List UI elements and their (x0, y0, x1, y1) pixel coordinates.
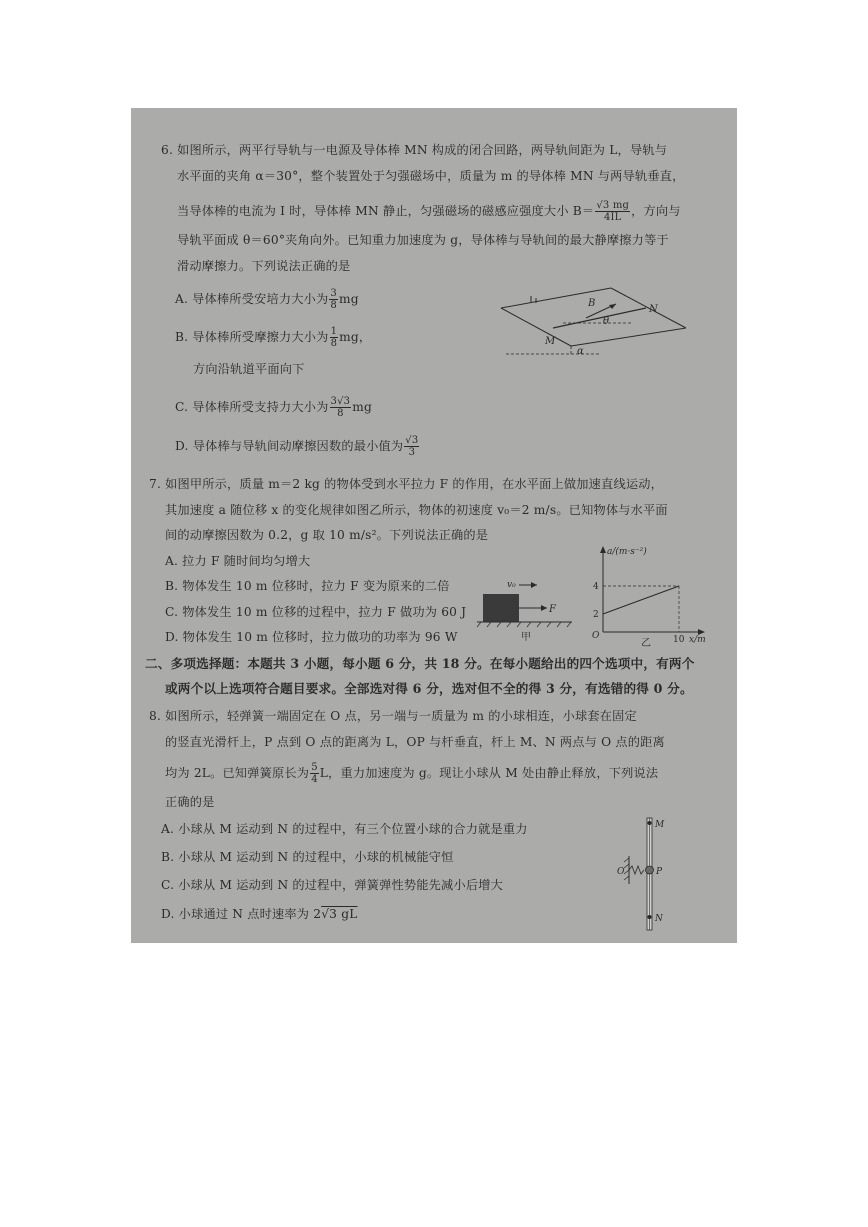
q6-line-3: 当导体棒的电流为 I 时，导体棒 MN 静止，匀强磁场的磁感应强度大小 B＝ $\frac{√3 mg}{4IL}$ ，方向与 (177, 200, 681, 223)
q6-line-2: 水平面的夹角 α＝30°，整个装置处于匀强磁场中，质量为 m 的导体棒 MN 与两导轨垂直， (177, 169, 685, 183)
q8-option-a: A. 小球从 M 运动到 N 的过程中，有三个位置小球的合力就是重力 (161, 822, 528, 836)
q8-line-2: 的竖直光滑杆上，P 点到 O 点的距离为 L，OP 与杆垂直，杆上 M、N 两点与 O 点的距离 (165, 735, 665, 749)
q6-label-n: N (649, 304, 658, 315)
scanned-exam-photo (131, 108, 737, 943)
section-2-header-line-1: 二、多项选择题：本题共 3 小题，每小题 6 分，共 18 分。在每小题给出的四个选项中，有两个 (145, 656, 695, 671)
q7-line-3: 间的动摩擦因数为 0.2，g 取 10 m/s²。下列说法正确的是 (165, 528, 489, 542)
q8-option-c: C. 小球从 M 运动到 N 的过程中，弹簧弹性势能先减小后增大 (161, 878, 503, 892)
q6-option-b-line-2: 方向沿轨道平面向下 (193, 362, 305, 376)
q7-label-f: F (549, 604, 556, 615)
q7-caption-jia: 甲 (521, 632, 531, 643)
q6-line-4: 导轨平面成 θ＝60°夹角向外。已知重力加速度为 g，导体棒与导轨间的最大静摩擦力等于 (177, 233, 669, 247)
q8-label-o: O (617, 867, 625, 877)
q6-option-d: D. 导体棒与导轨间动摩擦因数的最小值为 $\frac{√3}{3}$ (175, 435, 419, 458)
q6-label-theta: θ (603, 316, 610, 327)
q8-line-4: 正确的是 (165, 795, 215, 809)
q7-caption-yi: 乙 (641, 638, 651, 649)
section-2-header-line-2: 或两个以上选项符合题目要求。全部选对得 6 分，选对但不全的得 3 分，有选错的得 0 分。 (165, 681, 693, 696)
q6-line-5: 滑动摩擦力。下列说法正确的是 (177, 259, 351, 273)
q7-graph-ylabel: a/(m·s⁻²) (607, 547, 647, 557)
q6-line-1: 6. 如图所示，两平行导轨与一电源及导体棒 MN 构成的闭合回路，两导轨间距为 L，导轨与 (161, 143, 668, 157)
q6-option-a: A. 导体棒所受安培力大小为 $\frac{3}{8}$ mg (175, 288, 359, 311)
q7-graph-tick-10: 10 (673, 635, 685, 645)
q7-line-1: 7. 如图甲所示，质量 m＝2 kg 的物体受到水平拉力 F 的作用，在水平面上做加速直线运动， (149, 477, 663, 491)
q8-ball (646, 866, 654, 874)
q8-spring-rod-diagram (617, 808, 687, 938)
q7-graph-tick-4: 4 (593, 582, 599, 592)
q7-graph-tick-2: 2 (593, 610, 599, 620)
q7-block (483, 594, 519, 622)
q6-option-b: B. 导体棒所受摩擦力大小为 $\frac{1}{8}$ mg， (175, 326, 372, 349)
q8-option-d: D. 小球通过 N 点时速率为 2√3 gL (161, 907, 358, 921)
q7-option-d: D. 物体发生 10 m 位移时，拉力做功的功率为 96 W (165, 630, 458, 644)
q7-option-c: C. 物体发生 10 m 位移的过程中，拉力 F 做功为 60 J (165, 605, 467, 619)
q8-option-b: B. 小球从 M 运动到 N 的过程中，小球的机械能守恒 (161, 850, 454, 864)
q7-graph-origin: O (592, 631, 600, 641)
q6-label-b: B (588, 298, 596, 309)
q7-option-a: A. 拉力 F 随时间均匀增大 (165, 554, 311, 568)
q8-label-m: M (655, 820, 665, 830)
q7-graph-line (603, 586, 679, 614)
q6-option-c: C. 导体棒所受支持力大小为 $\frac{3√3}{8}$ mg (175, 396, 372, 419)
q8-label-p: P (656, 867, 663, 877)
q7-block-diagram (477, 574, 587, 646)
q7-graph-xlabel: x/m (689, 635, 706, 645)
q6-label-alpha: α (577, 346, 584, 357)
q7-option-b: B. 物体发生 10 m 位移时，拉力 F 变为原来的二倍 (165, 579, 450, 593)
q7-label-v0: v₀ (507, 580, 516, 590)
q7-a-x-graph (589, 542, 709, 649)
q6-b-fraction: $\frac{√3 mg}{4IL}$ (596, 200, 630, 223)
q7-line-2: 其加速度 a 随位移 x 的变化规律如图乙所示，物体的初速度 v₀＝2 m/s。已知物体与水平面 (165, 503, 668, 517)
q6-rail-diagram (491, 286, 691, 376)
q8-line-3: 均为 2L。已知弹簧原长为 $\frac{5}{4}$ L，重力加速度为 g。现让小球从 M 处由静止释放，下列说法 (165, 762, 659, 785)
q8-spring (629, 866, 644, 874)
q6-label-m: M (545, 336, 556, 347)
q8-line-1: 8. 如图所示，轻弹簧一端固定在 O 点，另一端与一质量为 m 的小球相连，小球套在固定 (149, 709, 637, 723)
q8-label-n: N (655, 914, 663, 924)
